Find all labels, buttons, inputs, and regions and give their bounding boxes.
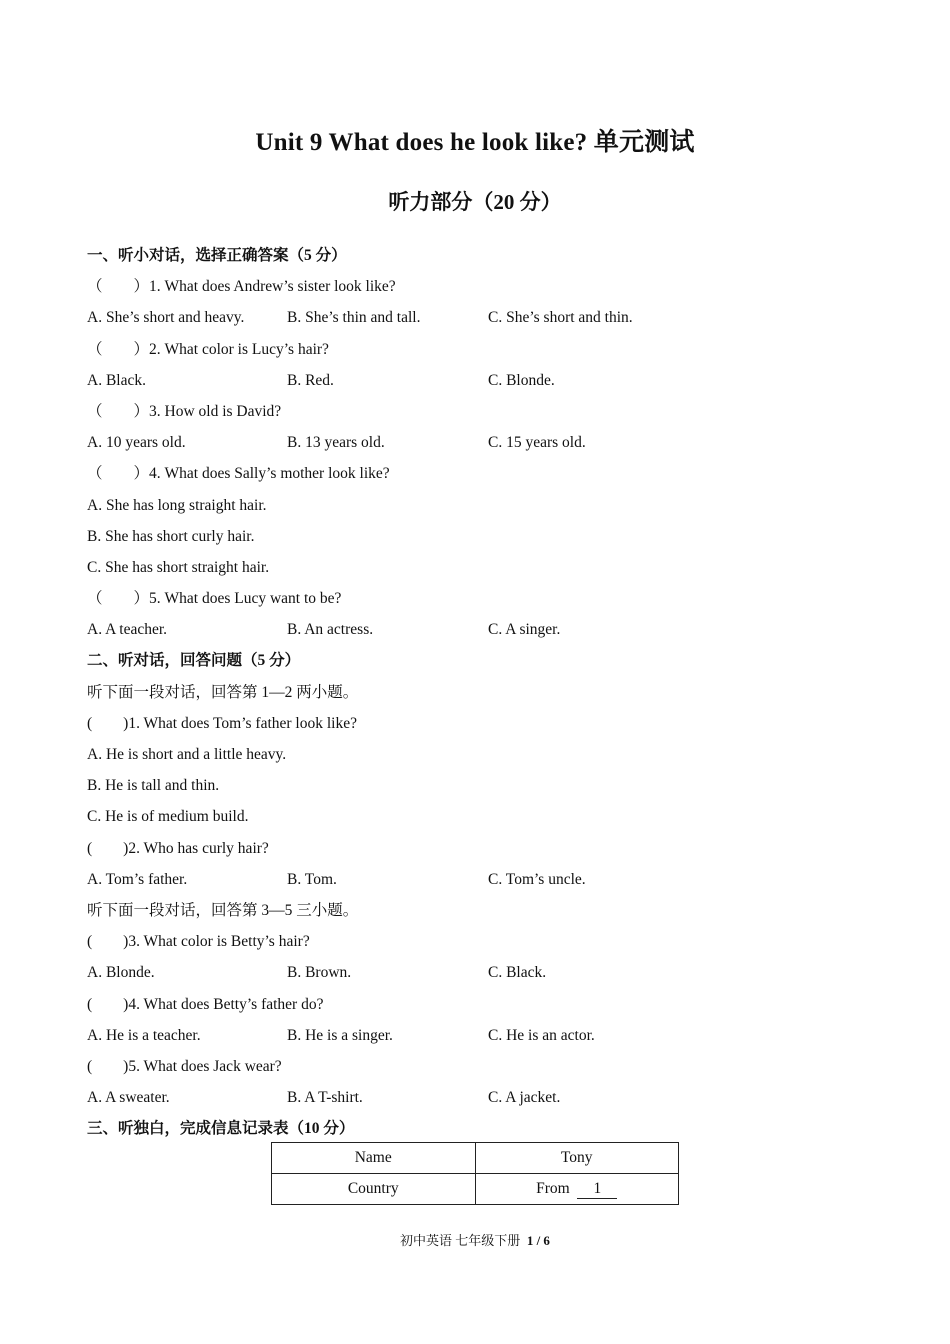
s1-options-2 [87,365,887,396]
option-a: A. She’s short and heavy. [87,309,245,327]
option-b: B. Brown. [287,964,352,982]
option-b: B. He is tall and thin. [87,777,220,795]
answer-paren[interactable]: ( ) [87,839,129,857]
s2-question-1 [87,708,887,739]
option-c: C. Tom’s uncle. [488,870,586,888]
option-a: A. 10 years old. [87,434,186,452]
info-record-table [271,1142,679,1205]
table-cell-label: Name [272,1143,476,1174]
option-c: C. A singer. [488,621,561,639]
option-b: B. An actress. [287,621,374,639]
s2-question-4 [87,989,887,1020]
option-c: C. Blonde. [488,371,555,389]
page-number: 1 / 6 [526,1233,550,1248]
s1-question-5 [87,583,887,614]
table-cell-value: Tony [475,1143,679,1174]
answer-paren[interactable]: ( ) [87,714,129,732]
option-c: C. A jacket. [488,1089,561,1107]
s1-question-3 [87,396,887,427]
answer-paren[interactable]: ( ) [87,995,129,1013]
option-b: B. Tom. [287,870,337,888]
table-row [272,1174,679,1205]
footer-text: 初中英语 七年级下册 [400,1233,521,1248]
answer-paren[interactable]: ( ) [87,1057,129,1075]
option-c: C. 15 years old. [488,434,586,452]
option-c: C. She’s short and thin. [488,309,633,327]
answer-paren[interactable]: （ ） [87,465,150,483]
option-b: B. He is a singer. [287,1026,393,1044]
option-a: A. He is a teacher. [87,1026,201,1044]
option-c: C. Black. [488,964,547,982]
section2-heading: 二、听对话，回答问题（5 分） [87,652,301,670]
option-c: C. She has short straight hair. [87,558,270,576]
s1-question-4 [87,458,887,489]
question-text: 4. What does Betty’s father do? [128,995,324,1013]
section2-intro-2: 听下面一段对话，回答第 3—5 三小题。 [87,901,359,919]
question-text: 1. What does Andrew’s sister look like? [149,278,396,296]
s1-options-3 [87,427,887,458]
answer-paren[interactable]: （ ） [87,340,150,358]
option-a: A. Black. [87,371,146,389]
section3-heading: 三、听独白，完成信息记录表（10 分） [87,1120,355,1138]
question-text: 5. What does Jack wear? [128,1057,282,1075]
s2-question-3 [87,926,887,957]
page-subtitle: 听力部分（20 分） [388,190,562,214]
option-b: B. She has short curly hair. [87,527,255,545]
option-b: B. A T-shirt. [287,1089,363,1107]
answer-paren[interactable]: （ ） [87,402,150,420]
option-a: A. Blonde. [87,964,155,982]
s2-options-2 [87,864,887,895]
answer-paren[interactable]: （ ） [87,278,150,296]
s2-question-2 [87,833,887,864]
question-text: 2. Who has curly hair? [128,839,269,857]
question-text: 2. What color is Lucy’s hair? [149,340,329,358]
answer-paren[interactable]: ( ) [87,933,129,951]
content [87,240,887,1144]
table-cell-value [475,1174,679,1205]
from-label: From [536,1179,570,1197]
s1-options-1 [87,302,887,333]
s1-question-1 [87,271,887,302]
question-text: 1. What does Tom’s father look like? [128,714,357,732]
option-b: B. Red. [287,371,334,389]
option-a: A. A sweater. [87,1089,170,1107]
option-a: A. He is short and a little heavy. [87,746,287,763]
section2-intro-1: 听下面一段对话，回答第 1—2 两小题。 [87,683,359,701]
blank-1-field[interactable]: 1 [577,1180,617,1199]
table-cell-label: Country [272,1174,476,1205]
question-text: 5. What does Lucy want to be? [149,590,342,608]
question-text: 4. What does Sally’s mother look like? [149,465,390,483]
section1-heading: 一、听小对话，选择正确答案（5 分） [87,247,347,264]
s2-options-5 [87,1082,887,1113]
s2-options-4 [87,1020,887,1051]
option-c: C. He is of medium build. [87,808,249,826]
s2-options-3 [87,957,887,988]
s1-question-2 [87,334,887,365]
question-text: 3. How old is David? [149,402,282,420]
option-a: A. She has long straight hair. [87,496,267,514]
option-a: A. Tom’s father. [87,870,188,888]
option-a: A. A teacher. [87,621,168,639]
s1-options-5 [87,614,887,645]
page-title: Unit 9 What does he look like? 单元测试 [255,129,695,156]
question-text: 3. What color is Betty’s hair? [128,933,310,951]
option-b: B. She’s thin and tall. [287,309,421,327]
option-c: C. He is an actor. [488,1026,595,1044]
s2-question-5 [87,1051,887,1082]
option-b: B. 13 years old. [287,434,385,452]
table-row [272,1143,679,1174]
page-footer [0,1230,950,1249]
answer-paren[interactable]: （ ） [87,590,150,608]
